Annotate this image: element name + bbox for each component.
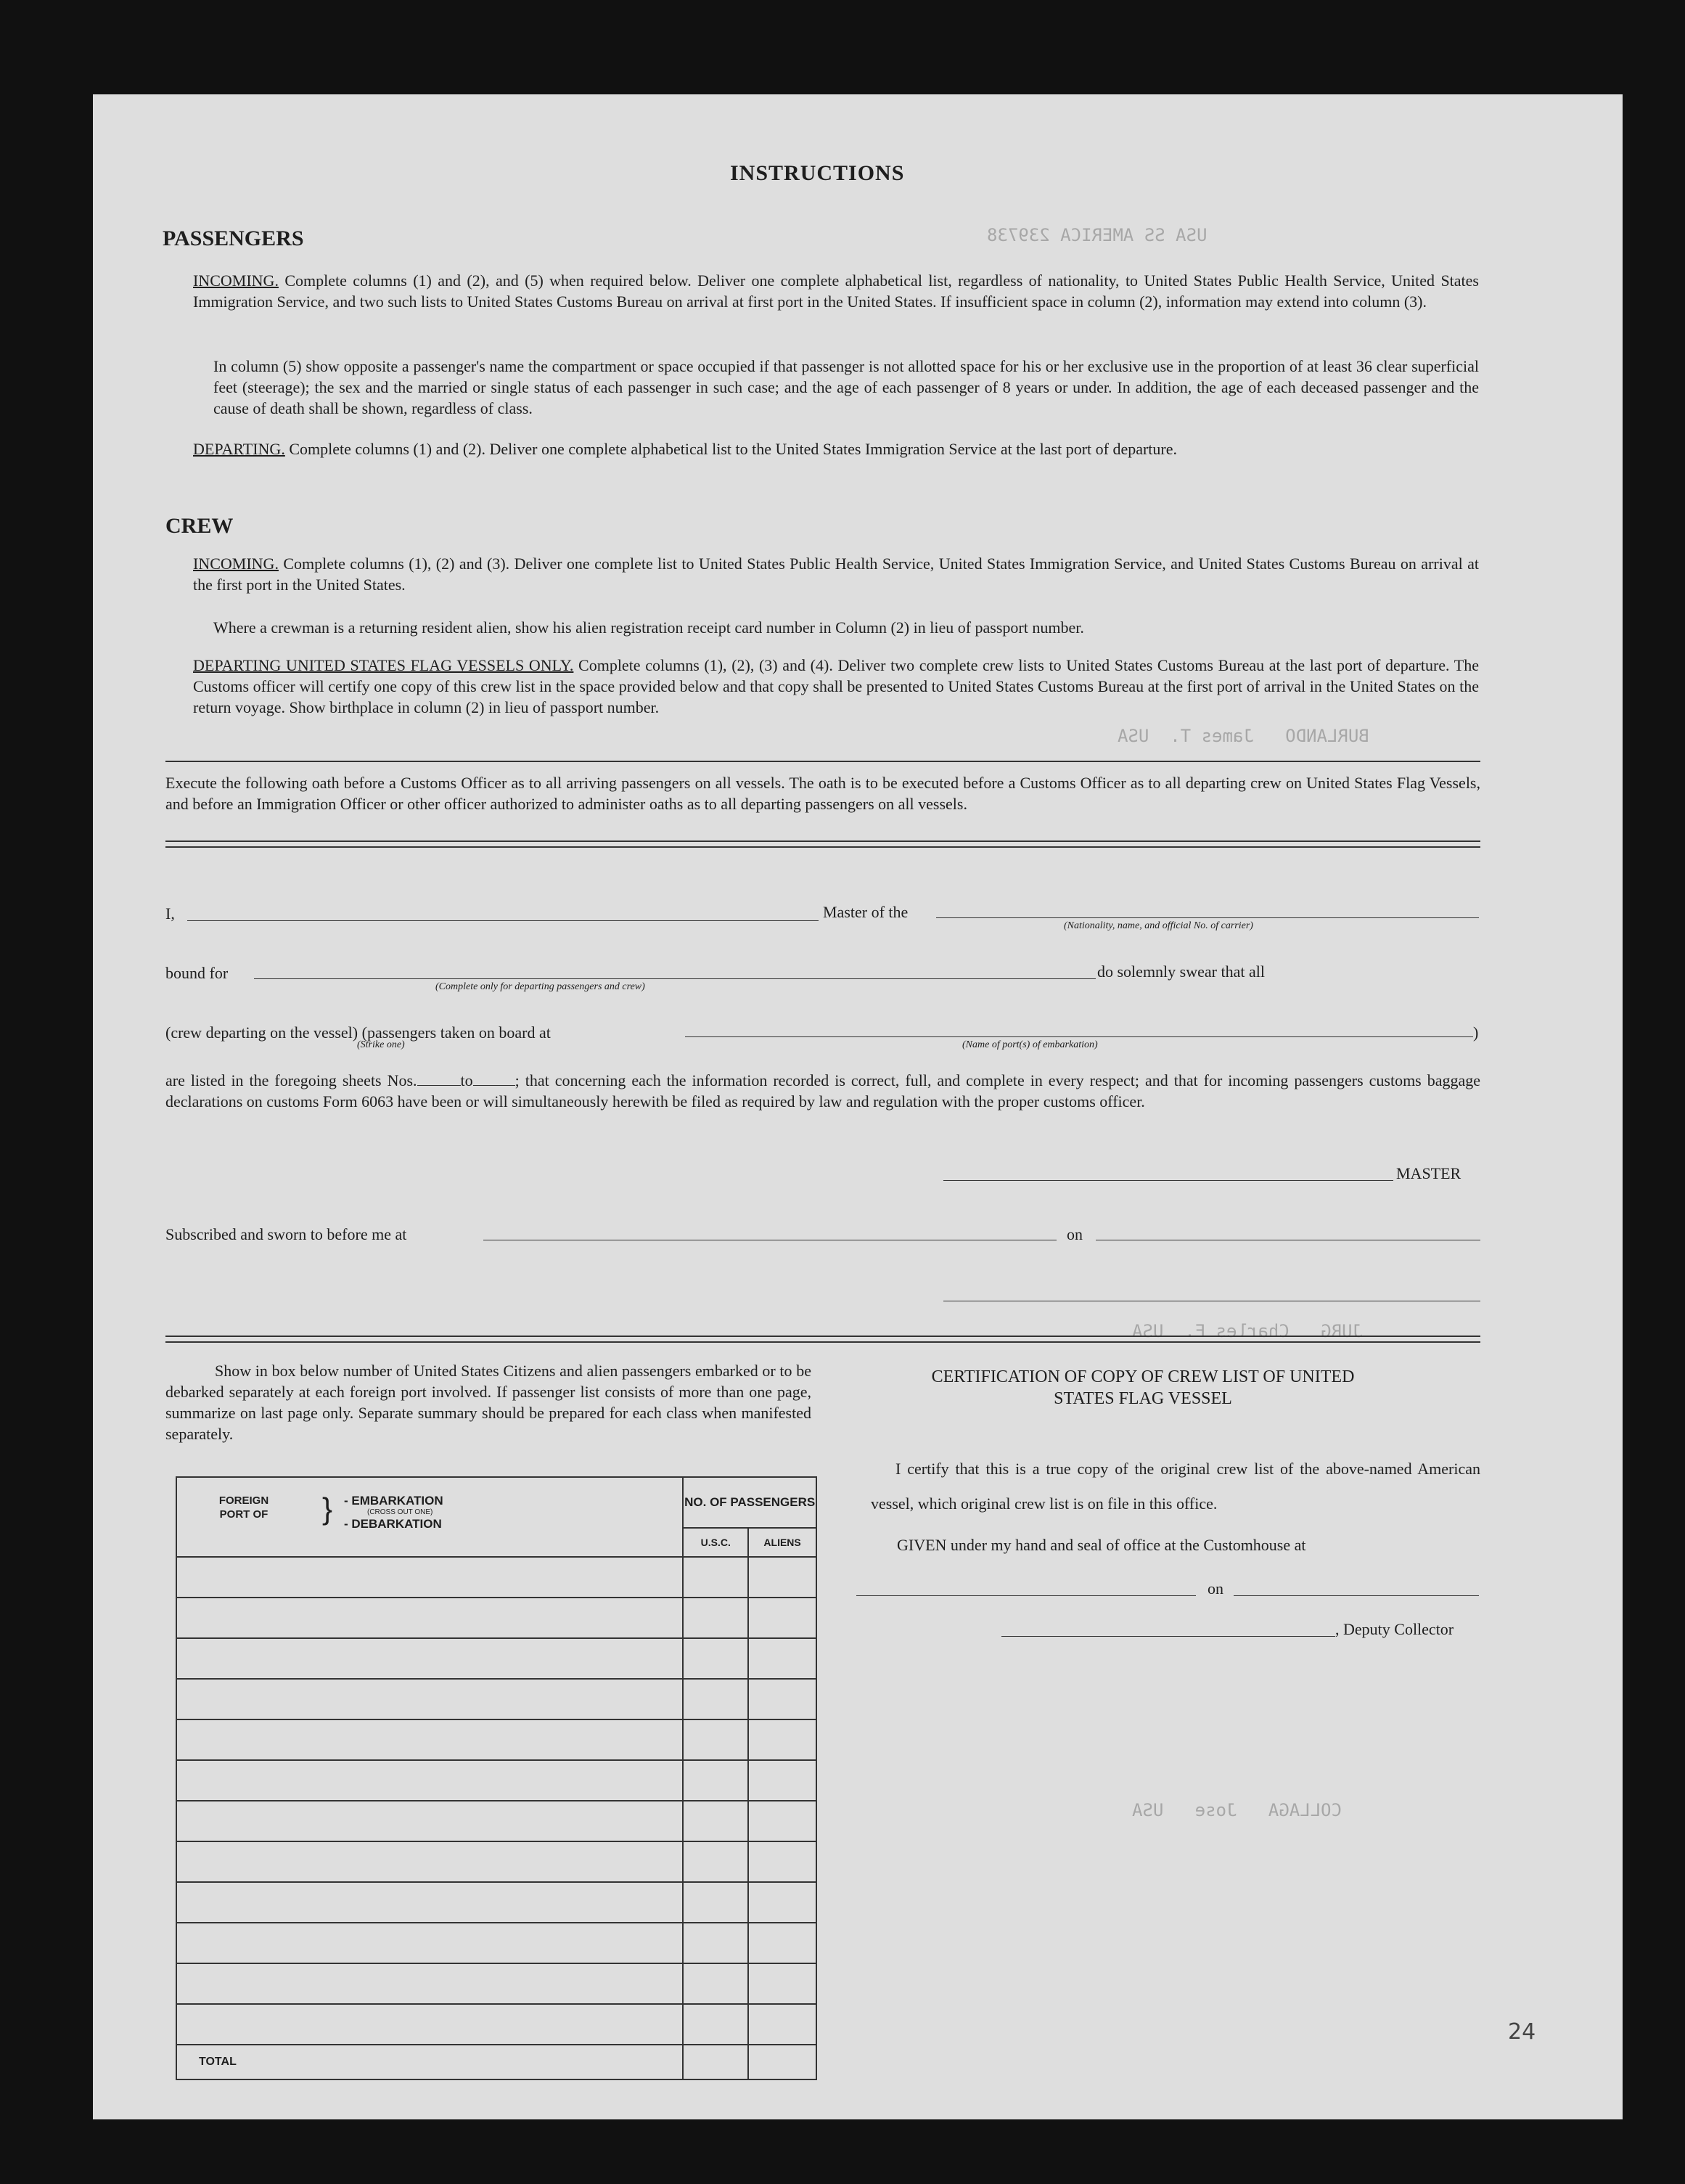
passengers-departing <box>193 438 1479 459</box>
usc-cell[interactable] <box>683 1719 748 1760</box>
bound-for-field[interactable] <box>254 978 1096 979</box>
port-header-cell <box>176 1477 683 1557</box>
sworn-on-label: on <box>1067 1225 1083 1243</box>
aliens-cell[interactable] <box>748 1557 816 1598</box>
usc-cell[interactable] <box>683 1557 748 1598</box>
port-cell[interactable] <box>176 1801 683 1841</box>
port-cell[interactable] <box>176 1882 683 1923</box>
incoming-text: Complete columns (1) and (2), and (5) when required below. Deliver one complete alphabetical list, regardless of nationality, to United States Public Health Service, United States Immigration Service, and two such lists to United States Customs Bureau on arrival at first port in the United States. If insufficient space in column (2), information may extend into column (3). <box>193 271 1479 311</box>
departing-lead: DEPARTING. <box>193 440 285 458</box>
no-of-passengers-header: NO. OF PASSENGERS <box>683 1477 816 1528</box>
embarkation-port-field[interactable] <box>685 1036 1473 1037</box>
embarkation-label: - EMBARKATION <box>344 1494 443 1508</box>
master-label: MASTER <box>1396 1164 1461 1182</box>
sheet-to-field[interactable] <box>473 1072 515 1086</box>
oath-master-of-the: Master of the <box>823 903 909 921</box>
section-divider <box>165 846 1480 848</box>
customhouse-field[interactable] <box>856 1595 1196 1596</box>
aliens-total-cell[interactable] <box>748 2045 816 2079</box>
aliens-cell[interactable] <box>748 1638 816 1679</box>
aliens-cell[interactable] <box>748 1760 816 1801</box>
bound-note: (Complete only for departing passengers and crew) <box>435 981 645 992</box>
total-label: TOTAL <box>176 2045 683 2079</box>
port-cell[interactable] <box>176 1760 683 1801</box>
port-cell[interactable] <box>176 1557 683 1598</box>
oath-intro: Execute the following oath before a Customs Officer as to all arriving passengers on all vessels. The oath is to be executed before a Customs Officer as to all departing crew on United States Flag Vessels, and before an Immigration Officer or other officer authorized to administer oaths as to all departing passengers on all vessels. <box>165 774 1480 813</box>
usc-cell[interactable] <box>683 1638 748 1679</box>
aliens-cell[interactable] <box>748 1598 816 1638</box>
aliens-cell[interactable] <box>748 1801 816 1841</box>
aliens-cell[interactable] <box>748 1882 816 1923</box>
crew-departing <box>193 655 1479 718</box>
foreign-port-of: FOREIGN PORT OF <box>218 1494 269 1521</box>
crew-departing-text: Complete columns (1), (2), (3) and (4). Deliver two complete crew lists to United States Customs Bureau at the last port of departure. The Customs officer will certify one copy of this crew list in the space provided below and that copy shall be presented to United States Customs Bureau at the first port of arrival in the United States on the return voyage. Show birthplace in column (2) in lieu of passport number. <box>193 656 1480 716</box>
oath-bound-for: bound for <box>165 964 229 982</box>
sheet-from-field[interactable] <box>417 1072 461 1086</box>
passengers-heading: PASSENGERS <box>163 226 304 250</box>
usc-header: U.S.C. <box>683 1528 748 1557</box>
crew-incoming-text: Complete columns (1), (2) and (3). Deliver one complete list to United States Public Health Service, United States Immigration Service, and United States Customs Bureau on arrival at the first port in the United States. <box>193 555 1479 594</box>
summary-instruction: Show in box below number of United States Citizens and alien passengers embarked or to be debarked separately at each foreign port involved. If passenger list consists of more than one page, summarize on last page only. Separate summary should be prepared for each class when manifested separately. <box>165 1362 811 1443</box>
crew-incoming-lead: INCOMING. <box>193 555 279 573</box>
listed-text: are listed in the foregoing sheets Nos. <box>165 1071 417 1089</box>
subscribed-label: Subscribed and sworn to before me at <box>165 1225 407 1243</box>
certification-on: on <box>1208 1579 1223 1598</box>
aliens-cell[interactable] <box>748 2004 816 2045</box>
strike-note: (Strike one) <box>357 1039 405 1050</box>
oath-crew-departing: (crew departing on the vessel) (passengers taken on board at <box>165 1023 551 1042</box>
port-cell[interactable] <box>176 1719 683 1760</box>
deputy-signature-field[interactable] <box>1001 1636 1335 1637</box>
section-divider <box>165 841 1480 842</box>
bleed-through-text: USA SS AMERICA 239738 <box>987 225 1229 245</box>
listed-to: to <box>460 1071 473 1089</box>
port-cell[interactable] <box>176 2004 683 2045</box>
passenger-summary-table <box>176 1476 817 2080</box>
aliens-header: ALIENS <box>748 1528 816 1557</box>
usc-cell[interactable] <box>683 1598 748 1638</box>
close-paren: ) <box>1473 1023 1479 1042</box>
port-cell[interactable] <box>176 1841 683 1882</box>
usc-cell[interactable] <box>683 1679 748 1719</box>
usc-cell[interactable] <box>683 2004 748 2045</box>
brace-glyph: } <box>322 1492 333 1526</box>
crew-departing-lead: DEPARTING UNITED STATES FLAG VESSELS ONLY. <box>193 656 574 674</box>
aliens-cell[interactable] <box>748 1923 816 1963</box>
section-divider <box>165 761 1480 762</box>
master-signature-field[interactable] <box>943 1180 1393 1181</box>
usc-total-cell[interactable] <box>683 2045 748 2079</box>
oath-i: I, <box>165 904 175 923</box>
deputy-collector-label: , Deputy Collector <box>1335 1620 1454 1638</box>
oath-listed <box>165 1070 1480 1112</box>
crew-returning: Where a crewman is a returning resident alien, show his alien registration receipt card number in Column (2) in lieu of passport number. <box>213 618 1084 637</box>
certification-date-field[interactable] <box>1234 1595 1479 1596</box>
port-cell[interactable] <box>176 1598 683 1638</box>
section-divider <box>165 1341 1480 1343</box>
page-title: INSTRUCTIONS <box>730 161 905 185</box>
aliens-cell[interactable] <box>748 1963 816 2004</box>
passengers-incoming <box>193 270 1479 312</box>
oath-solemnly: do solemnly swear that all <box>1097 962 1265 981</box>
debarkation-label: - DEBARKATION <box>344 1517 442 1531</box>
aliens-cell[interactable] <box>748 1679 816 1719</box>
aliens-cell[interactable] <box>748 1719 816 1760</box>
listed-rest: ; that concerning each the information recorded is correct, full, and complete in every respect; and that for incoming passengers customs baggage declarations on customs Form 6063 have been or will simultaneously herewith be filed as required by law and regulation with the proper customs officer. <box>165 1071 1480 1111</box>
incoming-lead: INCOMING. <box>193 271 279 290</box>
crew-heading: CREW <box>165 514 234 538</box>
usc-cell[interactable] <box>683 1923 748 1963</box>
page-number: 24 <box>1508 2019 1536 2045</box>
usc-cell[interactable] <box>683 1963 748 2004</box>
passengers-column5: In column (5) show opposite a passenger's name the compartment or space occupied if that passenger is not allotted space for his or her exclusive use in the proportion of at least 36 clear superficial feet (steerage); the sex and the married or single status of each passenger in such case; and the age of each passenger of 8 years or under. In addition, the age of each deceased passenger and the cause of death shall be shown, regardless of class. <box>213 357 1479 417</box>
carrier-field[interactable] <box>936 917 1479 918</box>
usc-cell[interactable] <box>683 1882 748 1923</box>
usc-cell[interactable] <box>683 1801 748 1841</box>
cross-out-note: (CROSS OUT ONE) <box>367 1508 433 1516</box>
bleed-through-text: BURLANDO James T. USA <box>1118 726 1369 746</box>
departing-text: Complete columns (1) and (2). Deliver one complete alphabetical list to the United States Immigration Service at the last port of departure. <box>284 440 1178 458</box>
section-divider <box>165 1336 1480 1337</box>
bleed-through-text: JURG Charles E. USA <box>1132 1321 1363 1341</box>
port-note: (Name of port(s) of embarkation) <box>962 1039 1098 1050</box>
aliens-cell[interactable] <box>748 1841 816 1882</box>
carrier-note: (Nationality, name, and official No. of carrier) <box>1064 920 1253 931</box>
port-cell[interactable] <box>176 1638 683 1679</box>
crew-incoming <box>193 553 1479 595</box>
port-cell[interactable] <box>176 1923 683 1963</box>
bleed-through-text: COLLAGA Jose USA <box>1132 1800 1342 1820</box>
port-cell[interactable] <box>176 1963 683 2004</box>
master-name-field[interactable] <box>187 920 819 921</box>
usc-cell[interactable] <box>683 1841 748 1882</box>
usc-cell[interactable] <box>683 1760 748 1801</box>
port-cell[interactable] <box>176 1679 683 1719</box>
given-text: GIVEN under my hand and seal of office at the Customhouse at <box>897 1536 1306 1554</box>
certification-title: CERTIFICATION OF COPY OF CREW LIST OF UNITED STATES FLAG VESSEL <box>931 1367 1355 1408</box>
certification-text: I certify that this is a true copy of the original crew list of the above-named American vessel, which original crew list is on file in this office. <box>871 1460 1480 1513</box>
